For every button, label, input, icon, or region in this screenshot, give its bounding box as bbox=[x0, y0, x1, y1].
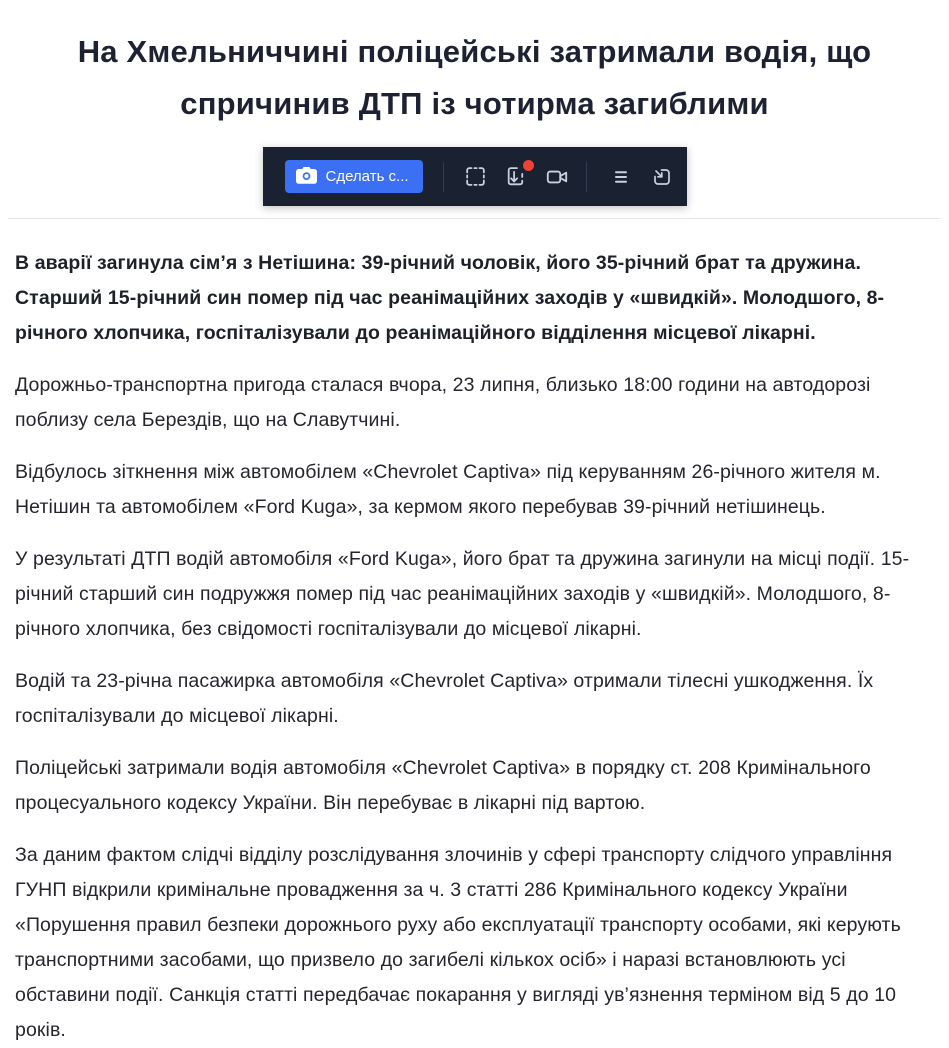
article-lead: В аварії загинула сім’я з Нетішина: 39-річний чоловік, його 35-річний брат та дружина. Старший 15-річний син помер під час реанімаційних заходів у «швидкій». Молодшого, 8-річного хлопчика, госпіталізували до реанімаційного відділення місцевої лікарні. bbox=[15, 252, 885, 345]
area-capture-button[interactable] bbox=[455, 156, 496, 197]
article-paragraph: Відбулось зіткнення між автомобілем «Chevrolet Captiva» під керуванням 26-річного жителя м. Нетішин та автомобілем «Ford Kuga», за кермом якого перебував 39-річний нетішинець. bbox=[15, 461, 881, 519]
screenshot-toolbar bbox=[263, 147, 687, 206]
article-paragraph: За даним фактом слідчі відділу розслідування злочинів у сфері транспорту слідчого управління ГУНП відкрили кримінальне провадження за ч. 3 статті 286 Кримінального кодексу України «Порушення правил безпеки дорожнього руху або експлуатації транспорту особами, які керують транспортними засобами, що призвело до загибелі кількох осіб» і наразі встановлюють усі обставини події. Санкція статті передбачає покарання у вигляді ув’язнення терміном від 5 до 10 років. bbox=[15, 844, 901, 1042]
toolbar-container bbox=[0, 147, 949, 206]
article-paragraph: У результаті ДТП водій автомобіля «Ford Kuga», його брат та дружина загинули на місці події. 15-річний старший син подружжя помер під час реанімаційних заходів у «швидкій». Молодшого, 8-річного хлопчика, без свідомості госпіталізували до місцевої лікарні. bbox=[15, 548, 910, 641]
article-paragraph: Дорожньо-транспортна пригода сталася вчора, 23 липня, близько 18:00 години на автодорозі поблизу села Берездів, що на Славутчині. bbox=[15, 374, 871, 432]
take-screenshot-label: Сделать с... bbox=[325, 168, 409, 186]
video-record-icon bbox=[544, 164, 570, 190]
collapse-button[interactable] bbox=[642, 156, 683, 197]
article-paragraph: Водій та 23-річна пасажирка автомобіля «Chevrolet Captiva» отримали тілесні ушкодження. Їх госпіталізували до місцевої лікарні. bbox=[15, 670, 874, 728]
article-paragraph: Поліцейські затримали водія автомобіля «Chevrolet Captiva» в порядку ст. 208 Кримінального процесуального кодексу України. Він перебуває в лікарні під вартою. bbox=[15, 757, 871, 815]
video-record-button[interactable] bbox=[537, 156, 578, 197]
camera-icon bbox=[296, 166, 317, 188]
toolbar-divider bbox=[586, 162, 587, 192]
notification-badge bbox=[523, 160, 534, 171]
take-screenshot-button[interactable] bbox=[285, 160, 423, 193]
collapse-icon bbox=[650, 165, 674, 189]
menu-button[interactable] bbox=[601, 156, 642, 197]
scrolling-capture-button[interactable] bbox=[496, 156, 537, 197]
article-body bbox=[0, 219, 949, 1048]
article-title: На Хмельниччині поліцейські затримали водія, що спричинив ДТП із чотирма загиблими bbox=[77, 34, 872, 122]
menu-icon bbox=[609, 165, 633, 189]
area-capture-icon bbox=[463, 164, 488, 189]
toolbar-divider bbox=[443, 162, 444, 192]
